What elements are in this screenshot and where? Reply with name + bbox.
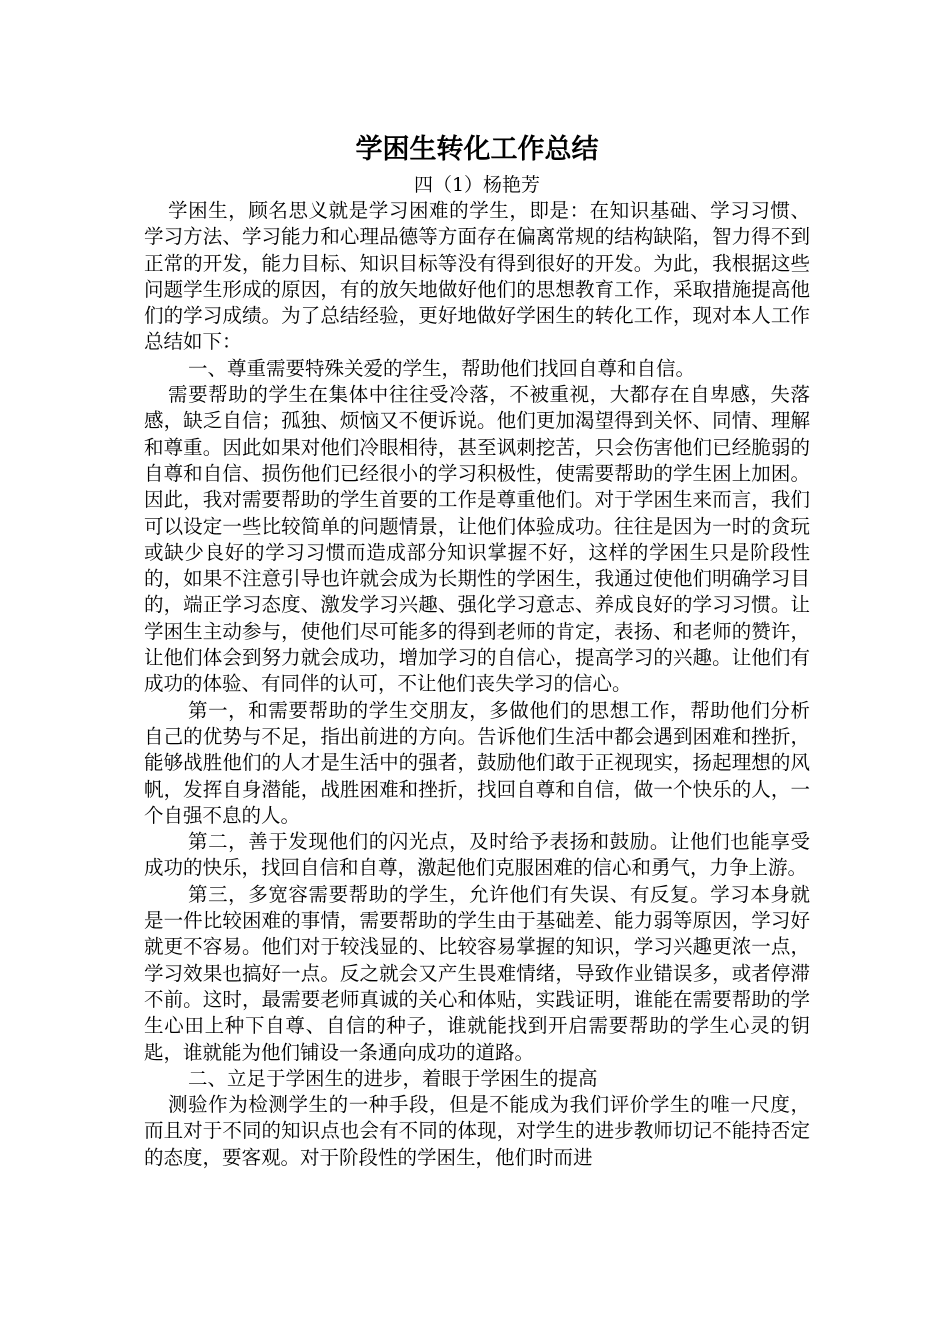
paragraph-second-point: 第二，善于发现他们的闪光点，及时给予表扬和鼓励。让他们也能享受成功的快乐，找回自信和自尊，激起他们克服困难的信心和勇气，力争上游。 [144,830,810,880]
paragraph-intro: 学困生，顾名思义就是学习困难的学生，即是：在知识基础、学习习惯、学习方法、学习能力和心理品德等方面存在偏离常规的结构缺陷，智力得不到正常的开发，能力目标、知识目标等没有得到很好的开发。为此，我根据这些问题学生形成的原因，有的放矢地做好他们的思想教育工作，采取措施提高他们的学习成绩。为了总结经验，更好地做好学困生的转化工作，现对本人工作总结如下： [144,199,810,354]
paragraph-testing: 测验作为检测学生的一种手段，但是不能成为我们评价学生的唯一尺度，而且对于不同的知识点也会有不同的体现，对学生的进步教师切记不能持否定的态度，要客观。对于阶段性的学困生，他们时而进 [144,1093,810,1169]
paragraph-respect: 需要帮助的学生在集体中往往受冷落，不被重视，大都存在自卑感，失落感，缺乏自信；孤独、烦恼又不便诉说。他们更加渴望得到关怀、同情、理解和尊重。因此如果对他们冷眼相待，甚至讽刺挖苦，只会伤害他们已经脆弱的自尊和自信、损伤他们已经很小的学习积极性，使需要帮助的学生困上加困。因此，我对需要帮助的学生首要的工作是尊重他们。对于学困生来而言，我们可以设定一些比较简单的问题情景，让他们体验成功。往往是因为一时的贪玩或缺少良好的学习习惯而造成部分知识掌握不好，这样的学困生只是阶段性的，如果不注意引导也许就会成为长期性的学困生，我通过使他们明确学习目的，端正学习态度、激发学习兴趣、强化学习意志、养成良好的学习习惯。让学困生主动参与，使他们尽可能多的得到老师的肯定，表扬、和老师的赞许，让他们体会到努力就会成功，增加学习的自信心，提高学习的兴趣。让他们有成功的体验、有同伴的认可，不让他们丧失学习的信心。 [144,383,810,696]
document-title: 学困生转化工作总结 [355,134,599,165]
paragraph-first-point: 第一，和需要帮助的学生交朋友，多做他们的思想工作，帮助他们分析自己的优势与不足，指出前进的方向。告诉他们生活中都会遇到困难和挫折，能够战胜他们的人才是生活中的强者，鼓励他们敢于正视现实，扬起理想的风帆，发挥自身潜能，战胜困难和挫折，找回自尊和自信，做一个快乐的人，一个自强不息的人。 [144,698,810,827]
section-heading-1: 一、尊重需要特殊关爱的学生，帮助他们找回自尊和自信。 [188,356,696,380]
paragraph-third-point: 第三，多宽容需要帮助的学生，允许他们有失误、有反复。学习本身就是一件比较困难的事情，需要帮助的学生由于基础差、能力弱等原因，学习好就更不容易。他们对于较浅显的、比较容易掌握的知识，学习兴趣更浓一点，学习效果也搞好一点。反之就会又产生畏难情绪，导致作业错误多，或者停滞不前。这时，最需要老师真诚的关心和体贴，实践证明，谁能在需要帮助的学生心田上种下自尊、自信的种子，谁就能找到开启需要帮助的学生心灵的钥匙，谁就能为他们铺设一条通向成功的道路。 [144,882,810,1064]
document-page [144,130,810,1171]
document-author: 四（1）杨艳芳 [413,174,541,196]
section-heading-2: 二、立足于学困生的进步，着眼于学困生的提高 [188,1066,598,1090]
